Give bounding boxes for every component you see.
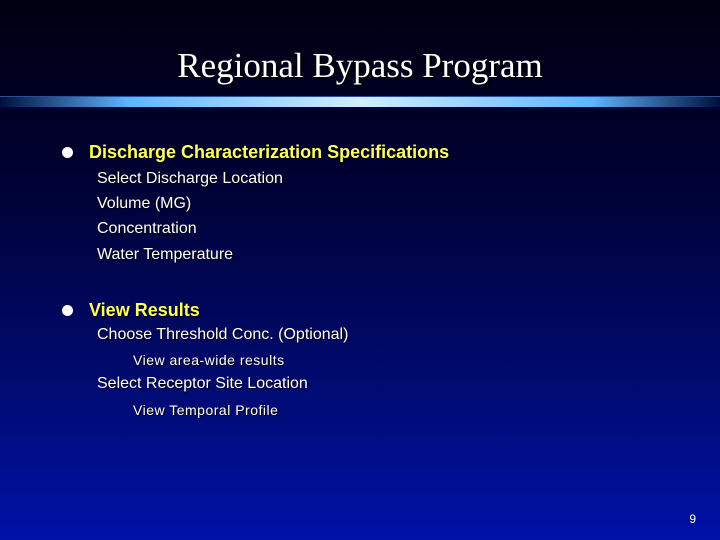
sub-item-area-wide-results: View area-wide results <box>133 352 285 368</box>
list-item-threshold-conc: Choose Threshold Conc. (Optional) <box>97 326 349 343</box>
list-item-volume: Volume (MG) <box>97 195 192 212</box>
list-item-receptor-site: Select Receptor Site Location <box>97 375 308 392</box>
sub-item-temporal-profile: View Temporal Profile <box>133 402 279 418</box>
section-heading-label: Discharge Characterization Specifications <box>89 142 450 162</box>
section-heading-label: View Results <box>89 300 200 320</box>
page-number: 9 <box>689 512 696 526</box>
list-item-discharge-location: Select Discharge Location <box>97 170 283 187</box>
bullet-icon <box>62 147 73 158</box>
list-item-water-temperature: Water Temperature <box>97 246 234 263</box>
list-item-concentration: Concentration <box>97 220 197 237</box>
section-heading-discharge <box>62 142 449 163</box>
section-heading-view-results <box>62 300 200 321</box>
slide-title: Regional Bypass Program <box>177 46 543 85</box>
title-divider <box>0 96 720 109</box>
bullet-icon <box>62 305 73 316</box>
